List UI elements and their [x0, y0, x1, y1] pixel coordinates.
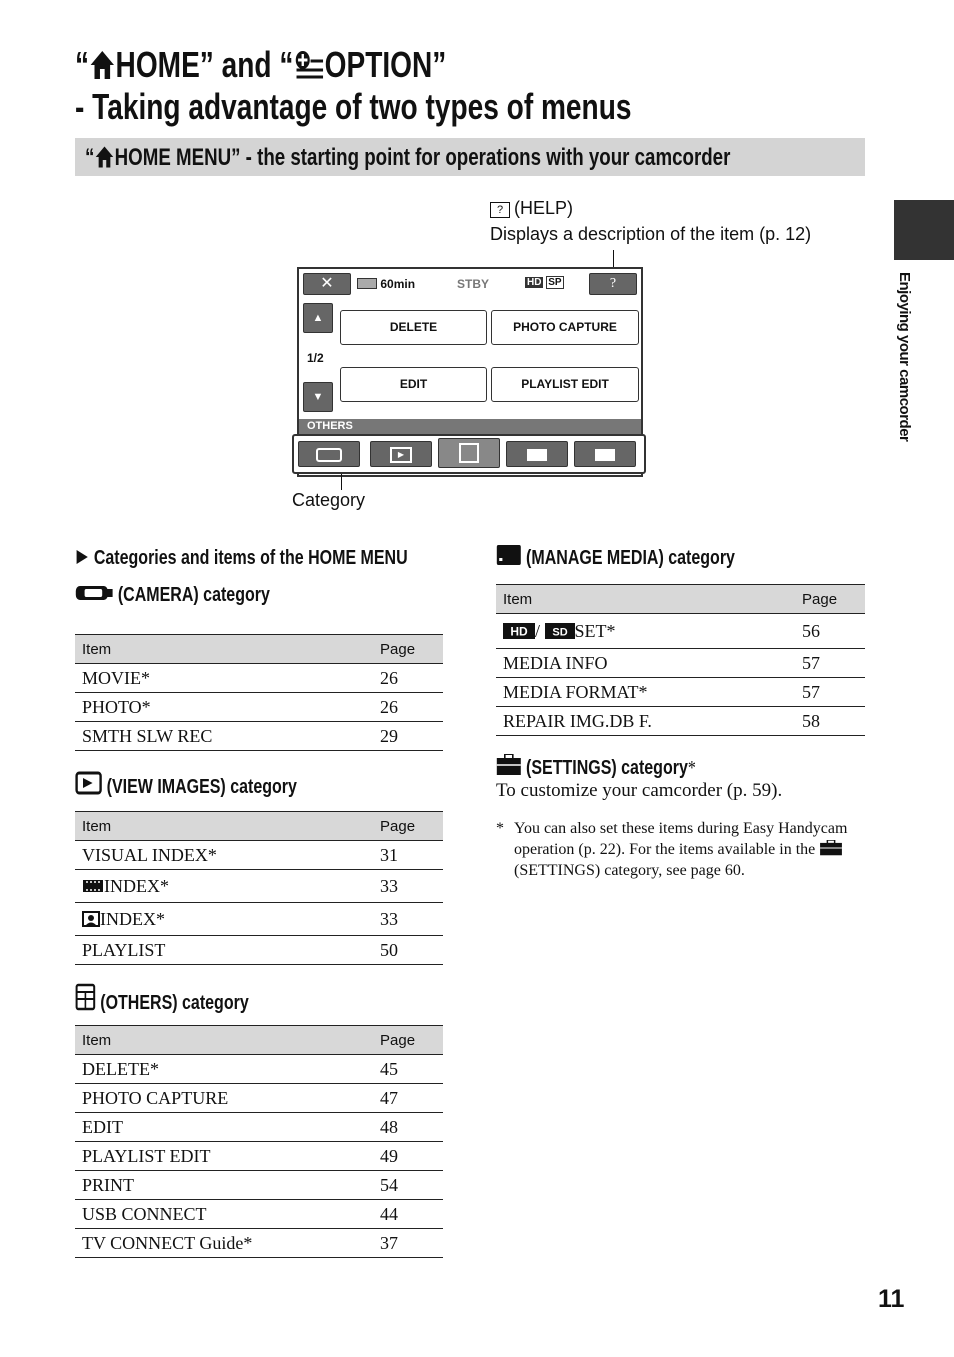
table-row [75, 903, 443, 936]
item-page: 57 [795, 649, 865, 678]
categories-heading-text: Categories and items of the HOME MENU [93, 547, 408, 569]
item-separator: / [535, 620, 545, 641]
item-page: 26 [373, 693, 443, 722]
item-name: MOVIE* [75, 664, 373, 693]
item-page: 47 [373, 1084, 443, 1113]
item-name [75, 903, 373, 936]
camera-icon [316, 448, 342, 462]
table-row [75, 841, 443, 870]
edit-button[interactable]: EDIT [340, 367, 487, 402]
hd-icon: HD [527, 277, 542, 288]
others-icon [75, 983, 96, 1011]
page-indicator: 1/2 [307, 351, 324, 365]
settings-asterisk: * [687, 757, 696, 779]
category-bar [299, 419, 641, 434]
item-name-text: SET* [574, 620, 616, 641]
side-tab-marker [894, 200, 954, 260]
item-page: 31 [373, 841, 443, 870]
item-page: 37 [373, 1229, 443, 1258]
table-row [75, 664, 443, 693]
item-name: PHOTO* [75, 693, 373, 722]
column-header-page: Page [373, 635, 443, 664]
view-images-icon: ▶ [390, 447, 412, 463]
item-name: VISUAL INDEX* [75, 841, 373, 870]
category-callout-label: Category [292, 490, 366, 510]
category-tabs [292, 434, 646, 474]
others-items-table [75, 1025, 443, 1258]
settings-description: To customize your camcorder (p. 59). [496, 780, 783, 801]
camera-category-title: (CAMERA) category [117, 584, 270, 606]
item-page: 56 [795, 614, 865, 649]
manage-media-icon [527, 449, 547, 461]
settings-icon [595, 449, 615, 461]
scroll-down-button[interactable] [303, 382, 333, 412]
page-number: 11 [878, 1285, 905, 1313]
svg-text:HD: HD [510, 624, 528, 638]
triangle-bullet-icon [75, 548, 89, 566]
close-icon: ✕ [320, 275, 334, 292]
item-page: 33 [373, 903, 443, 936]
item-page: 57 [795, 678, 865, 707]
section-banner-title: “ HOME MENU” - the starting point for operations with your camcorder [85, 144, 731, 171]
item-page: 54 [373, 1171, 443, 1200]
film-index-icon [82, 878, 104, 894]
scroll-up-button[interactable] [303, 303, 333, 333]
home-icon [89, 49, 116, 81]
item-name [75, 870, 373, 903]
item-page: 45 [373, 1055, 443, 1084]
item-name: EDIT [75, 1113, 373, 1142]
column-header-item: Item [75, 635, 373, 664]
table-row [75, 1200, 443, 1229]
table-row [496, 614, 865, 649]
help-button[interactable] [589, 273, 637, 295]
view-images-icon [75, 771, 102, 795]
table-row [75, 1171, 443, 1200]
item-page: 44 [373, 1200, 443, 1229]
camera-category-heading [75, 582, 270, 608]
close-button[interactable] [303, 273, 351, 295]
footnote [496, 818, 866, 881]
title-home-word: HOME [115, 44, 200, 85]
item-name: DELETE* [75, 1055, 373, 1084]
footnote-body [514, 818, 866, 881]
manage-media-category-heading [496, 544, 735, 571]
footnote-mark: * [496, 820, 504, 837]
camera-items-table [75, 634, 443, 751]
view-images-category-title: (VIEW IMAGES) category [106, 776, 297, 798]
column-header-page: Page [795, 585, 865, 614]
view-images-category-tab[interactable] [370, 441, 432, 467]
item-page: 58 [795, 707, 865, 736]
others-category-tab[interactable] [438, 438, 500, 468]
column-header-page: Page [373, 1026, 443, 1055]
sd-icon [545, 623, 575, 639]
column-header-item: Item [75, 812, 373, 841]
settings-category-tab[interactable] [574, 441, 636, 467]
delete-button[interactable]: DELETE [340, 310, 487, 345]
item-page: 29 [373, 722, 443, 751]
help-label: (HELP) [514, 198, 574, 218]
settings-category-title: (SETTINGS) category [526, 757, 688, 779]
item-name: REPAIR IMG.DB F. [496, 707, 795, 736]
item-name: PLAYLIST [75, 936, 373, 965]
playlist-edit-button[interactable]: PLAYLIST EDIT [491, 367, 639, 402]
view-images-category-heading [75, 771, 297, 800]
item-page: 26 [373, 664, 443, 693]
battery-icon [357, 278, 377, 289]
table-row [75, 1229, 443, 1258]
item-name: MEDIA INFO [496, 649, 795, 678]
table-row [496, 707, 865, 736]
settings-icon [819, 840, 843, 856]
quality-mode: SP [548, 277, 562, 288]
table-row [75, 870, 443, 903]
item-name: SMTH SLW REC [75, 722, 373, 751]
help-icon: ? [490, 202, 510, 218]
status-text: STBY [457, 277, 490, 291]
manage-media-category-title: (MANAGE MEDIA) category [526, 547, 735, 569]
table-row [75, 1084, 443, 1113]
page-subtitle: - Taking advantage of two types of menus [75, 86, 632, 127]
settings-icon [496, 754, 522, 776]
face-index-icon [82, 911, 100, 927]
categories-heading [75, 545, 408, 571]
table-row [75, 1113, 443, 1142]
category-callout-line [341, 474, 342, 490]
item-name: PLAYLIST EDIT [75, 1142, 373, 1171]
others-category-title: (OTHERS) category [100, 992, 249, 1014]
quality-indicator [525, 277, 564, 288]
table-row [496, 649, 865, 678]
item-name: TV CONNECT Guide* [75, 1229, 373, 1258]
column-header-page: Page [373, 812, 443, 841]
side-tab-label: Enjoying your camcorder [896, 272, 913, 442]
view-images-items-table [75, 811, 443, 965]
title-option-word: OPTION [324, 44, 433, 85]
photo-capture-button[interactable]: PHOTO CAPTURE [491, 310, 639, 345]
home-icon [94, 145, 114, 169]
item-name [496, 614, 795, 649]
page-title-line1: “ HOME” and “ OPTION” [75, 44, 447, 85]
table-row [75, 1142, 443, 1171]
manage-media-items-table [496, 584, 865, 736]
item-name: PHOTO CAPTURE [75, 1084, 373, 1113]
item-page: 48 [373, 1113, 443, 1142]
hd-icon [503, 623, 535, 639]
others-icon [459, 443, 479, 463]
column-header-item: Item [496, 585, 795, 614]
triangle-up-icon: ▲ [312, 312, 324, 324]
triangle-down-icon: ▼ [312, 391, 324, 403]
footnote-text-before: You can also set these items during Easy Handycam operation (p. 22). For the items available in the [514, 820, 848, 858]
item-name-text: INDEX* [100, 908, 165, 929]
column-header-item: Item [75, 1026, 373, 1055]
manage-media-category-tab[interactable] [506, 441, 568, 467]
item-name: USB CONNECT [75, 1200, 373, 1229]
item-name: PRINT [75, 1171, 373, 1200]
item-page: 49 [373, 1142, 443, 1171]
title-and: and [221, 44, 272, 85]
item-page: 50 [373, 936, 443, 965]
battery-remaining: 60min [380, 277, 416, 291]
category-bar-label: OTHERS [307, 420, 353, 432]
item-name-text: INDEX* [104, 875, 169, 896]
camera-icon [75, 583, 113, 603]
help-callout-label [490, 198, 573, 219]
item-page: 33 [373, 870, 443, 903]
item-name: MEDIA FORMAT* [496, 678, 795, 707]
banner-text: HOME MENU” - the starting point for operations with your camcorder [114, 144, 731, 171]
table-row [75, 722, 443, 751]
camera-category-tab[interactable] [298, 441, 360, 467]
footnote-text-after: (SETTINGS) category, see page 60. [514, 862, 745, 879]
table-row [496, 678, 865, 707]
svg-text:SD: SD [551, 626, 568, 638]
option-icon [293, 49, 324, 81]
battery-indicator [357, 277, 415, 291]
help-icon: ? [609, 276, 617, 291]
manage-media-icon [496, 544, 522, 566]
help-callout-description: Displays a description of the item (p. 12) [490, 224, 812, 244]
others-category-heading [75, 983, 249, 1016]
settings-category-heading [496, 754, 696, 781]
table-row [75, 1055, 443, 1084]
table-row [75, 936, 443, 965]
table-row [75, 693, 443, 722]
